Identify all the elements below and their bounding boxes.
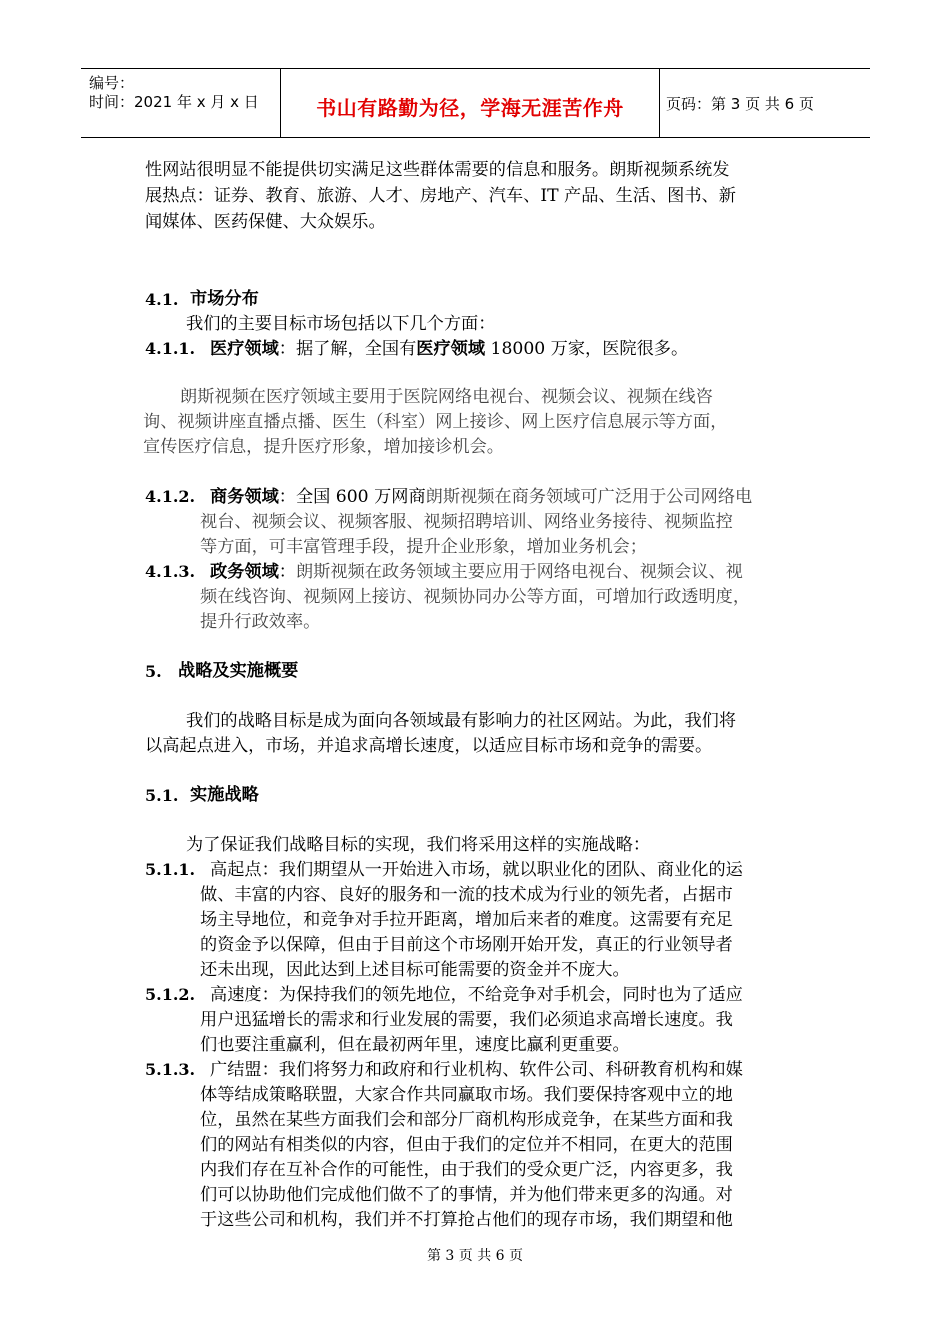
- item-line: 们也要注重赢利，但在最初两年里，速度比赢利更重要。: [200, 1035, 630, 1055]
- item-number: 5.1.3.: [145, 1060, 196, 1079]
- section-number: 4.1.: [145, 290, 179, 309]
- paragraph-line: 我们的战略目标是成为面向各领域最有影响力的社区网站。为此，我们将: [186, 711, 737, 731]
- paragraph-line: 询、视频讲座直播点播、医生（科室）网上接诊、网上医疗信息展示等方面，: [143, 412, 728, 432]
- item-line: 们的网站有相类似的内容，但由于我们的定位并不相同，在更大的范围: [200, 1135, 733, 1155]
- text: 据了解，全国有: [295, 339, 417, 359]
- item-number: 5.1.2.: [145, 985, 196, 1004]
- paragraph-line: 频在线咨询、视频网上接访、视频协同办公等方面，可增加行政透明度，: [200, 587, 751, 607]
- header-left-cell: [81, 69, 281, 137]
- subsection-number: 4.1.2.: [145, 487, 196, 506]
- emphasis: 医疗领域: [416, 339, 486, 359]
- intro-line: 展热点：证券、教育、旅游、人才、房地产、汽车、IT 产品、生活、图书、新: [145, 186, 736, 206]
- colon: ：: [278, 339, 296, 359]
- document-date: 时间：2021 年 x 月 x 日: [89, 93, 259, 111]
- subsection-title: 政务领域: [210, 562, 279, 582]
- item-line: 场主导地位，和竞争对手拉开距离，增加后来者的难度。这需要有充足: [200, 910, 733, 930]
- subsection-line: [210, 562, 743, 582]
- header-center-cell: [281, 69, 660, 137]
- text: 全国 600 万网商: [295, 487, 426, 507]
- item-number: 5.1.1.: [145, 860, 196, 879]
- paragraph-line: 宣传医疗信息，提升医疗形象，增加接诊机会。: [143, 437, 504, 457]
- paragraph-line: 提升行政效率。: [200, 612, 321, 632]
- colon: ：: [278, 487, 296, 507]
- item-line: 广结盟：我们将努力和政府和行业机构、软件公司、科研教育机构和媒: [210, 1060, 743, 1080]
- header-motto: 书山有路勤为径，学海无涯苦作舟: [316, 96, 624, 120]
- paragraph-line: 以高起点进入，市场，并追求高增长速度，以适应目标市场和竞争的需要。: [145, 736, 713, 756]
- document-number: 编号：: [89, 74, 135, 92]
- item-line: 的资金予以保障，但由于目前这个市场刚开始开发，真正的行业领导者: [200, 935, 733, 955]
- text: 朗斯视频在商务领域可广泛用于公司网络电: [425, 487, 753, 507]
- colon: ：: [278, 562, 296, 582]
- item-line: 们可以协助他们完成他们做不了的事情，并为他们带来更多的沟通。对: [200, 1185, 733, 1205]
- item-line: 高起点：我们期望从一开始进入市场，就以职业化的团队、商业化的运: [210, 860, 743, 880]
- section-lead: 我们的主要目标市场包括以下几个方面：: [186, 314, 496, 334]
- section-title: 战略及实施概要: [178, 661, 299, 681]
- section-title: 实施战略: [190, 785, 259, 805]
- text: 18000 万家，医院很多。: [485, 339, 689, 359]
- section-number: 5.: [145, 662, 162, 681]
- item-line: 还未出现，因此达到上述目标可能需要的资金并不庞大。: [200, 960, 630, 980]
- paragraph-line: 朗斯视频在医疗领域主要用于医院网络电视台、视频会议、视频在线咨: [180, 387, 713, 407]
- item-line: 位，虽然在某些方面我们会和部分厂商机构形成竞争，在某些方面和我: [200, 1110, 733, 1130]
- section-title: 市场分布: [190, 289, 259, 309]
- subsection-title: 医疗领域: [210, 339, 279, 359]
- item-line: 高速度：为保持我们的领先地位，不给竞争对手机会，同时也为了适应: [210, 985, 743, 1005]
- page-footer: 第 3 页 共 6 页: [426, 1248, 524, 1264]
- item-line: 内我们存在互补合作的可能性，由于我们的受众更广泛，内容更多，我: [200, 1160, 733, 1180]
- intro-line: 闻媒体、医药保健、大众娱乐。: [145, 212, 386, 232]
- item-line: 体等结成策略联盟，大家合作共同赢取市场。我们要保持客观中立的地: [200, 1085, 733, 1105]
- subsection-number: 4.1.1.: [145, 339, 196, 358]
- page-header: [81, 68, 870, 138]
- item-line: 于这些公司和机构，我们并不打算抢占他们的现存市场，我们期望和他: [200, 1210, 733, 1230]
- item-line: 做、丰富的内容、良好的服务和一流的技术成为行业的领先者，占据市: [200, 885, 733, 905]
- subsection-title: 商务领域: [210, 487, 279, 507]
- subsection-line: [210, 487, 752, 507]
- paragraph-line: 视台、视频会议、视频客服、视频招聘培训、网络业务接待、视频监控: [200, 512, 733, 532]
- paragraph-line: 等方面，可丰富管理手段，提升企业形象，增加业务机会；: [200, 537, 647, 557]
- section-lead: 为了保证我们战略目标的实现，我们将采用这样的实施战略：: [186, 835, 651, 855]
- text: 朗斯视频在政务领域主要应用于网络电视台、视频会议、视: [295, 562, 743, 582]
- header-right-cell: [660, 69, 870, 137]
- item-line: 用户迅猛增长的需求和行业发展的需要，我们必须追求高增长速度。我: [200, 1010, 733, 1030]
- intro-line: 性网站很明显不能提供切实满足这些群体需要的信息和服务。朗斯视频系统发: [145, 160, 730, 180]
- section-number: 5.1.: [145, 786, 179, 805]
- subsection-line: [210, 339, 688, 359]
- header-page-number: 页码：第 3 页 共 6 页: [666, 95, 814, 113]
- subsection-number: 4.1.3.: [145, 562, 196, 581]
